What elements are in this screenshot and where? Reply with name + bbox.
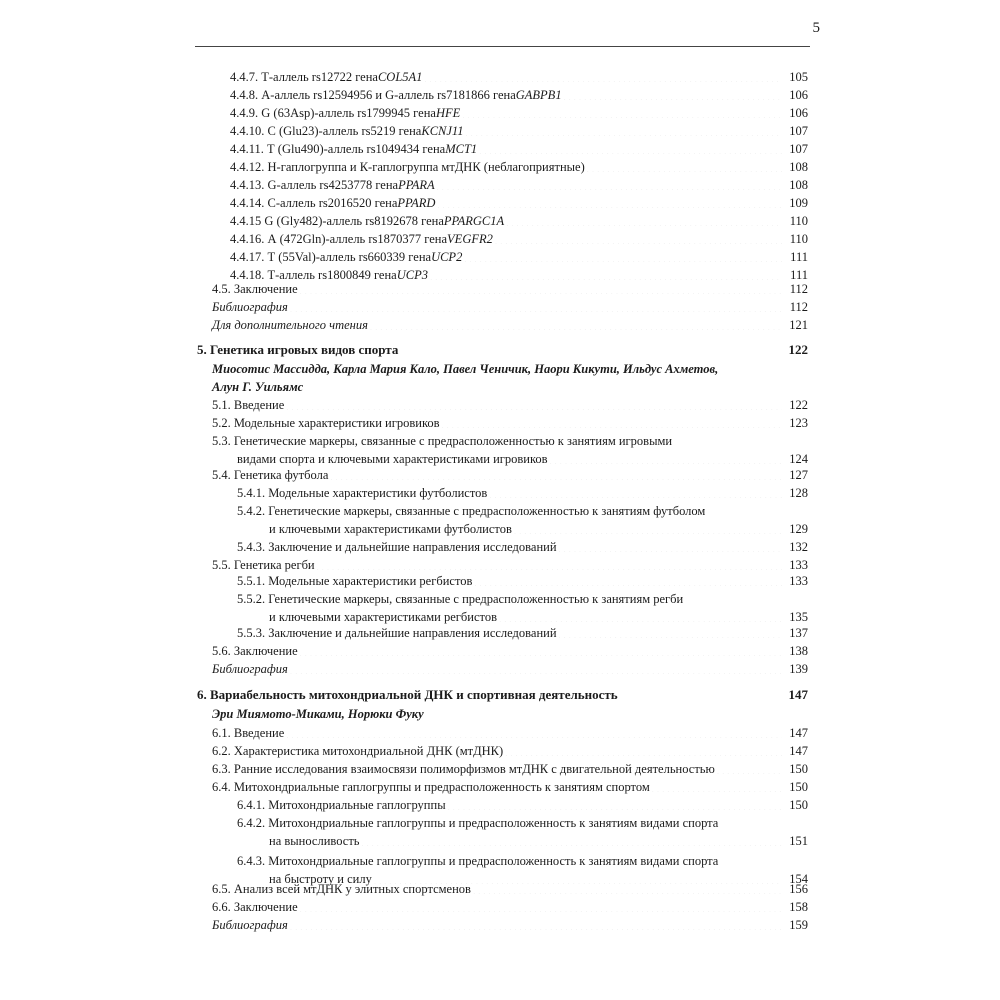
toc-line [237,540,808,555]
entry-title: 4.4.15 G (Gly482)-аллель rs8192678 гена [230,214,444,228]
page-ref: 107 [789,142,808,156]
entry-title-continued: на выносливость [269,834,360,848]
toc-entry[interactable] [237,540,808,555]
toc-entry[interactable] [237,626,808,641]
toc-line [237,798,808,813]
dot-leader [317,560,782,570]
toc-entry[interactable] [212,762,808,777]
page-ref: 138 [789,644,808,658]
toc-entry[interactable] [237,592,808,625]
toc-entry[interactable] [230,142,808,157]
page-ref: 159 [789,918,808,932]
toc-entry[interactable] [230,232,808,247]
entry-title: 4.4.12. Н-гаплогруппа и К-гаплогруппа мтДНК (неблагоприятные) [230,160,585,174]
entry-title-continued: и ключевыми характеристиками регбистов [269,610,497,624]
page-ref: 150 [789,780,808,794]
dot-leader [479,144,782,154]
toc-entry[interactable] [230,106,808,121]
entry-title: 4.4.17. Т (55Val)-аллель rs660339 гена [230,250,432,264]
toc-line [197,342,808,357]
dot-leader [466,126,783,136]
toc-line [230,142,808,157]
page-ref: 107 [789,124,808,138]
toc-chapter[interactable] [197,687,808,702]
page-ref: 151 [789,834,808,848]
entry-title: Для дополнительного чтения [212,318,368,332]
toc-entry[interactable] [212,318,808,333]
dot-leader [587,162,782,172]
dot-leader [717,764,782,774]
page-ref: 154 [789,872,808,886]
toc-line [230,232,808,247]
toc-entry[interactable] [230,214,808,229]
chapter-authors [212,360,718,396]
entry-title: 4.4.7. Т-аллель rs12722 гена [230,70,378,84]
dot-leader [564,90,782,100]
dot-leader [300,902,782,912]
entry-title: 4.5. Заключение [212,282,298,296]
entry-title: 5.6. Заключение [212,644,298,658]
entry-title: 6.6. Заключение [212,900,298,914]
toc-entry[interactable] [212,398,808,413]
toc-line [230,70,808,85]
entry-title: 4.4.18. Т-аллель rs1800849 гена [230,268,397,282]
toc-entry[interactable] [230,268,808,283]
dot-leader [514,524,782,534]
dot-leader [505,746,782,756]
toc-line [212,780,808,795]
toc-entry[interactable] [212,468,808,483]
dot-leader [437,180,782,190]
page-ref: 156 [789,882,808,896]
dot-leader [290,920,782,930]
page-ref: 106 [789,106,808,120]
toc-entry[interactable] [212,780,808,795]
toc-entry[interactable] [212,282,808,297]
page-ref: 133 [789,558,808,572]
dot-leader [506,216,782,226]
page-ref: 135 [789,610,808,624]
dot-leader [300,646,782,656]
dot-leader [499,612,782,622]
toc-line [212,300,808,315]
page-ref: 133 [789,574,808,588]
toc-entry[interactable] [212,882,808,897]
page-ref: 106 [789,88,808,102]
toc-entry[interactable] [237,816,808,849]
entry-title: 5.5. Генетика регби [212,558,315,572]
toc-entry[interactable] [237,504,808,537]
toc-line-continued [237,522,808,537]
page-ref: 132 [789,540,808,554]
author-line: Миосотис Массидда, Карла Мария Кало, Павел Ченичик, Наори Кикути, Ильдус Ахметов, [212,362,719,376]
page-ref: 122 [789,398,808,412]
entry-title: Библиография [212,300,288,314]
entry-title: 6.4. Митохондриальные гаплогруппы и предрасположенность к занятиям спортом [212,780,650,794]
dot-leader [300,284,782,294]
page-ref: 147 [789,726,808,740]
toc-entry[interactable] [230,160,808,175]
dot-leader [290,302,782,312]
toc-line [230,196,808,211]
toc-entry[interactable] [230,88,808,103]
entry-title: 5.4.1. Модельные характеристики футболистов [237,486,488,500]
dot-leader [442,418,782,428]
toc-entry[interactable] [237,574,808,589]
toc-entry[interactable] [212,416,808,431]
toc-line [212,744,808,759]
page-ref: 147 [789,744,808,758]
toc-entry[interactable] [212,662,808,677]
dot-leader [473,884,782,894]
dot-leader [330,470,782,480]
toc-line [212,468,808,483]
entry-title-continued: на быстроту и силу [269,872,372,886]
entry-title: 5.1. Введение [212,398,285,412]
page-ref: 139 [789,662,808,676]
entry-title: 6.4.3. Митохондриальные гаплогруппы и предрасположенность к занятиям видами спорта [237,854,719,868]
toc-line [237,854,808,869]
entry-title: 6.3. Ранние исследования взаимосвязи полиморфизмов мтДНК с двигательной деятельностью [212,762,715,776]
toc-line [212,558,808,573]
gene-name: PPARGC1A [443,214,505,228]
dot-leader [620,689,782,699]
entry-title: 4.4.10. С (Glu23)-аллель rs5219 гена [230,124,422,138]
toc-line [212,900,808,915]
toc-entry[interactable] [230,178,808,193]
page-ref: 112 [789,282,808,296]
toc-line [212,726,808,741]
toc-line [212,644,808,659]
entry-title: 5.5.1. Модельные характеристики регбистов [237,574,473,588]
page-ref: 105 [789,70,808,84]
dot-leader [286,400,782,410]
entry-title: 5.3. Генетические маркеры, связанные с предрасположенностью к занятиям игровыми [212,434,673,448]
page-ref: 121 [789,318,808,332]
toc-entry[interactable] [230,196,808,211]
dot-leader [370,320,782,330]
dot-leader [495,234,782,244]
toc-entry[interactable] [237,798,808,813]
dot-leader [559,542,782,552]
gene-name: GABPB1 [515,88,562,102]
dot-leader [652,782,782,792]
toc-entry[interactable] [212,918,808,933]
page-ref: 158 [789,900,808,914]
page-ref: 122 [788,342,808,357]
page-ref: 147 [788,687,808,702]
dot-leader [400,344,782,354]
page-ref: 108 [789,178,808,192]
dot-leader [290,664,782,674]
entry-title: 6. Вариабельность митохондриальной ДНК и спортивная деятельность [197,687,618,702]
toc-line [230,268,808,283]
dot-leader [550,454,782,464]
entry-title: 6.5. Анализ всей мтДНК у элитных спортсменов [212,882,471,896]
entry-title: Библиография [212,662,288,676]
toc-entry[interactable] [212,300,808,315]
dot-leader [464,252,782,262]
toc-line [212,416,808,431]
page-ref: 110 [789,214,808,228]
toc-line [230,160,808,175]
toc-entry[interactable] [212,900,808,915]
gene-name: VEGFR2 [447,232,493,246]
page-ref: 127 [789,468,808,482]
dot-leader [462,108,782,118]
toc-entry[interactable] [230,250,808,265]
toc-chapter[interactable] [197,342,808,357]
dot-leader [448,800,782,810]
toc-entry[interactable] [237,486,808,501]
toc-line-continued [212,452,808,467]
toc-line [212,318,808,333]
entry-title: 6.1. Введение [212,726,285,740]
entry-title: 5.4.3. Заключение и дальнейшие направления исследований [237,540,557,554]
entry-title: 6.4.2. Митохондриальные гаплогруппы и предрасположенность к занятиям видами спорта [237,816,719,830]
dot-leader [489,488,782,498]
toc-entry[interactable] [212,744,808,759]
dot-leader [286,728,782,738]
page-ref: 150 [789,762,808,776]
dot-leader [424,72,782,82]
toc-line [212,918,808,933]
page-ref: 124 [789,452,808,466]
gene-name: PPARD [397,196,436,210]
page-ref: 128 [789,486,808,500]
dot-leader [430,270,782,280]
toc-line [230,214,808,229]
toc-entry[interactable] [212,434,808,467]
entry-title: 6.2. Характеристика митохондриальной ДНК (мтДНК) [212,744,504,758]
gene-name: UCP2 [431,250,463,264]
page-ref: 137 [789,626,808,640]
toc-entry[interactable] [212,558,808,573]
dot-leader [361,836,782,846]
entry-title-continued: видами спорта и ключевыми характеристиками игровиков [237,452,548,466]
toc-line [237,574,808,589]
toc-line [237,592,808,607]
page-number: 5 [812,20,820,36]
page-ref: 112 [789,300,808,314]
toc-line [230,88,808,103]
toc-entry[interactable] [212,644,808,659]
toc-line [212,662,808,677]
gene-name: KCNJ11 [421,124,464,138]
entry-title: 5. Генетика игровых видов спорта [197,342,399,357]
gene-name: HFE [435,106,461,120]
entry-title: 4.4.14. С-аллель rs2016520 гена [230,196,398,210]
entry-title: Библиография [212,918,288,932]
entry-title: 5.5.2. Генетические маркеры, связанные с предрасположенностью к занятиям регби [237,592,684,606]
toc-line [212,398,808,413]
page-ref: 109 [789,196,808,210]
toc-line [212,282,808,297]
entry-title: 5.5.3. Заключение и дальнейшие направления исследований [237,626,557,640]
page-ref: 150 [789,798,808,812]
toc-line [230,106,808,121]
toc-line-continued [237,610,808,625]
entry-title: 6.4.1. Митохондриальные гаплогруппы [237,798,446,812]
chapter-authors [212,705,424,723]
entry-title: 5.4.2. Генетические маркеры, связанные с предрасположенностью к занятиям футболом [237,504,706,518]
page-ref: 111 [790,250,808,264]
dot-leader [437,198,782,208]
entry-title: 4.4.16. А (472Gln)-аллель rs1870377 гена [230,232,448,246]
toc-line [230,124,808,139]
entry-title-continued: и ключевыми характеристиками футболистов [269,522,512,536]
toc-line [197,687,808,702]
gene-name: UCP3 [396,268,428,282]
author-line: Эри Миямото-Миками, Норюки Фуку [212,707,424,721]
toc-line [212,882,808,897]
toc-line [237,486,808,501]
entry-title: 4.4.9. G (63Asp)-аллель rs1799945 гена [230,106,436,120]
gene-name: COL5A1 [377,70,423,84]
dot-leader [559,628,782,638]
page-ref: 108 [789,160,808,174]
gene-name: PPARA [398,178,435,192]
gene-name: MCT1 [445,142,478,156]
page-ref: 129 [789,522,808,536]
page-ref: 110 [789,232,808,246]
dot-leader [474,576,782,586]
entry-title: 4.4.11. Т (Glu490)-аллель rs1049434 гена [230,142,446,156]
author-line: Алун Г. Уильямс [212,380,304,394]
entry-title: 4.4.13. G-аллель rs4253778 гена [230,178,399,192]
toc-line-continued [237,834,808,849]
page-ref: 123 [789,416,808,430]
page-ref: 111 [790,268,808,282]
toc-entry[interactable] [230,124,808,139]
toc-entry[interactable] [212,726,808,741]
toc-entry[interactable] [230,70,808,85]
toc-line [212,434,808,449]
toc-line [237,816,808,831]
entry-title: 4.4.8. А-аллель rs12594956 и G-аллель rs7181866 гена [230,88,516,102]
toc-line [230,178,808,193]
toc-line [237,626,808,641]
toc-line [212,762,808,777]
entry-title: 5.2. Модельные характеристики игровиков [212,416,440,430]
toc-line [230,250,808,265]
toc-line [237,504,808,519]
entry-title: 5.4. Генетика футбола [212,468,329,482]
